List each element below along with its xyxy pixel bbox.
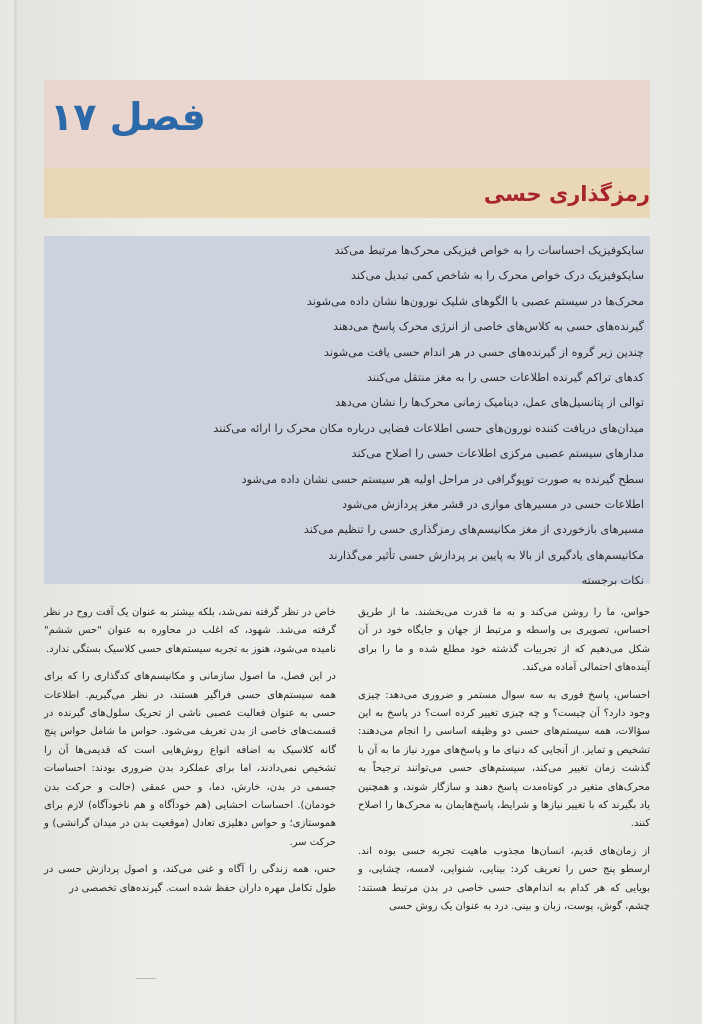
- contents-item: مسیرهای بازخوردی از مغز مکانیسم‌های رمزگذاری حسی را تنظیم می‌کند: [303, 523, 644, 537]
- contents-item: توالی از پتانسیل‌های عمل، دینامیک زمانی محرک‌ها را نشان می‌دهد: [335, 396, 644, 410]
- chapter-title: رمزگذاری حسی: [483, 182, 650, 206]
- contents-item: گیرنده‌های حسی به کلاس‌های خاصی از انرژی محرک پاسخ می‌دهند: [332, 320, 644, 334]
- body-paragraph: احساس، پاسخ فوری به سه سوال مستمر و ضروری می‌دهد: چیزی وجود دارد؟ آن چیست؟ و چه چیزی تغییر کرده است؟ در پاسخ به این سؤالات، همه سیستم‌های حسی دو وظیفه اساسی را انجام می‌دهند: تشخیص و تمایز. از آنجایی که دنیای ما و پاسخ‌های مورد نیاز ما به آن با گذشت زمان تغییر می‌کند، سیستم‌های حسی می‌توانند ترجیحاً به محرک‌های متغیر در کوتاه‌مدت پاسخ دهند و سازگار شوند، و همچنین یاد بگیرند که با تغییر نیازها و شرایط، پاسخ‌هایمان به محرک‌ها را اصلاح کنند.: [358, 689, 650, 830]
- body-paragraph: در این فصل، ما اصول سازمانی و مکانیسم‌های کدگذاری را که برای همه سیستم‌های حسی فراگیر هستند، در نظر می‌گیریم. اطلاعات حسی به عنوان فعالیت عصبی ناشی از تحریک سلول‌های گیرنده در قسمت‌های خاصی از بدن تعریف می‌شود. حواس ما شامل حواس پنج گانه کلاسیک به اضافه انواع روش‌هایی است که قدیمی‌ها آن را تشخیص نمی‌دادند، اما برای عملکرد بدن ضروری بودند: احساسات جسمی در بدن، خارش، دما، و حس عمقی (حالت و حرکت بدن خودمان). احساسات احشایی (هم خودآگاه و هم ناخودآگاه) لازم برای هموستازی؛ و حواس دهلیزی تعادل (موقعیت بدن در میدان گرانشی) و حرکت سر.: [44, 671, 336, 848]
- contents-item: چندین زیر گروه از گیرنده‌های حسی در هر اندام حسی یافت می‌شوند: [323, 345, 644, 359]
- body-paragraph: از زمان‌های قدیم، انسان‌ها مجذوب ماهیت تجربه حسی بوده اند. ارسطو پنج حس را تعریف کرد: بینایی، شنوایی، لامسه، چشایی، و بویایی که هر کدام به اندام‌های حسی خاصی در بدن مرتبط هستند: چشم، گوش، پوست، زبان و بینی. درد به عنوان یک روش حسی: [358, 845, 650, 913]
- body-column-right: [358, 604, 650, 926]
- footer-rule: [136, 978, 156, 979]
- contents-item: کدهای تراکم گیرنده اطلاعات حسی را به مغز منتقل می‌کنند: [366, 370, 644, 384]
- contents-item: نکات برجسته: [581, 574, 644, 588]
- body-paragraph: حس، همه زندگی را آگاه و غنی می‌کند، و اصول پردازش حسی در طول تکامل مهره داران حفظ شده است. گیرنده‌های تخصصی در: [44, 864, 336, 894]
- contents-item: میدان‌های دریافت کننده نورون‌های حسی اطلاعات فضایی درباره مکان محرک را ارائه می‌کنند: [213, 421, 644, 435]
- chapter-number: فصل ۱۷: [50, 95, 206, 139]
- contents-item: سایکوفیزیک درک خواص محرک را به شاخص کمی تبدیل می‌کند: [351, 269, 644, 283]
- chapter-contents-list: [84, 238, 644, 593]
- body-paragraph: حواس، ما را روشن می‌کند و به ما قدرت می‌بخشند. ما از طریق احساس، تصویری بی واسطه و مرتبط از جهان و جایگاه خود در آن شکل می‌دهیم که از تجربیات گذشته خود مطلع شده و ما را برای آینده‌های احتمالی آماده می‌کند.: [358, 607, 650, 674]
- contents-item: مکانیسم‌های یادگیری از بالا به پایین بر پردازش حسی تأثیر می‌گذارند: [328, 548, 644, 562]
- contents-item: محرک‌ها در سیستم عصبی با الگوهای شلیک نورون‌ها نشان داده می‌شوند: [306, 294, 644, 308]
- contents-item: سایکوفیزیک احساسات را به خواص فیزیکی محرک‌ها مرتبط می‌کند: [334, 244, 644, 257]
- body-column-left: [44, 604, 336, 907]
- contents-item: اطلاعات حسی در مسیرهای موازی در قشر مغز پردازش می‌شود: [342, 497, 644, 511]
- contents-item: سطح گیرنده به صورت توپوگرافی در مراحل اولیه هر سیستم حسی نشان داده می‌شود: [241, 472, 644, 486]
- contents-item: مدارهای سیستم عصبی مرکزی اطلاعات حسی را اصلاح می‌کند: [351, 447, 644, 461]
- body-paragraph: خاص در نظر گرفته نمی‌شد، بلکه بیشتر به عنوان یک آفت روح در نظر گرفته می‌شد. شهود، که اغلب در محاوره به عنوان "حس ششم" نامیده می‌شود، هنوز به تجربه سیستم‌های حسی کلاسیک بستگی ندارد.: [44, 607, 336, 655]
- page-spine-shadow: [14, 0, 20, 1024]
